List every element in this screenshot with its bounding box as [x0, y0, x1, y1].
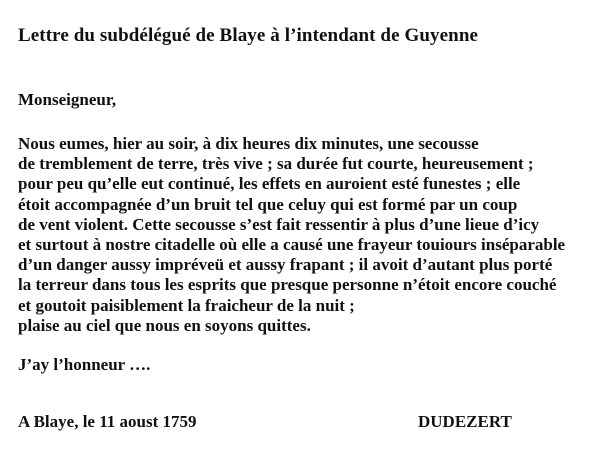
- body-line: et surtout à nostre citadelle où elle a causé une frayeur touiours inséparable: [18, 235, 566, 255]
- body-line: plaise au ciel que nous en soyons quittes.: [18, 315, 311, 335]
- letter-title: Lettre du subdélégué de Blaye à l’intendant de Guyenne: [18, 25, 479, 46]
- body-line: d’un danger aussy impréveü et aussy frapant ; il avoit d’autant plus porté: [18, 255, 553, 275]
- body-line: pour peu qu’elle eut continué, les effets en auroient esté funestes ; elle: [18, 174, 521, 194]
- place-date: A Blaye, le 11 aoust 1759: [18, 412, 197, 431]
- body-line: la terreur dans tous les esprits que presque personne n’étoit encore couché: [18, 275, 557, 295]
- body-line: étoit accompagnée d’un bruit tel que celuy qui est formé par un coup: [18, 194, 518, 214]
- body-line: de tremblement de terre, très vive ; sa durée fut courte, heureusement ;: [18, 154, 534, 174]
- closing-formula: J’ay l’honneur ….: [18, 355, 151, 374]
- body-line: et goutoit paisiblement la fraicheur de la nuit ;: [18, 295, 355, 315]
- body-line: Nous eumes, hier au soir, à dix heures dix minutes, une secousse: [18, 134, 479, 153]
- salutation: Monseigneur,: [18, 90, 117, 109]
- signature: DUDEZERT: [418, 412, 512, 431]
- letter-body: [18, 134, 565, 336]
- body-line: de vent violent. Cette secousse s’est fait ressentir à plus d’une lieue d’icy: [18, 214, 540, 234]
